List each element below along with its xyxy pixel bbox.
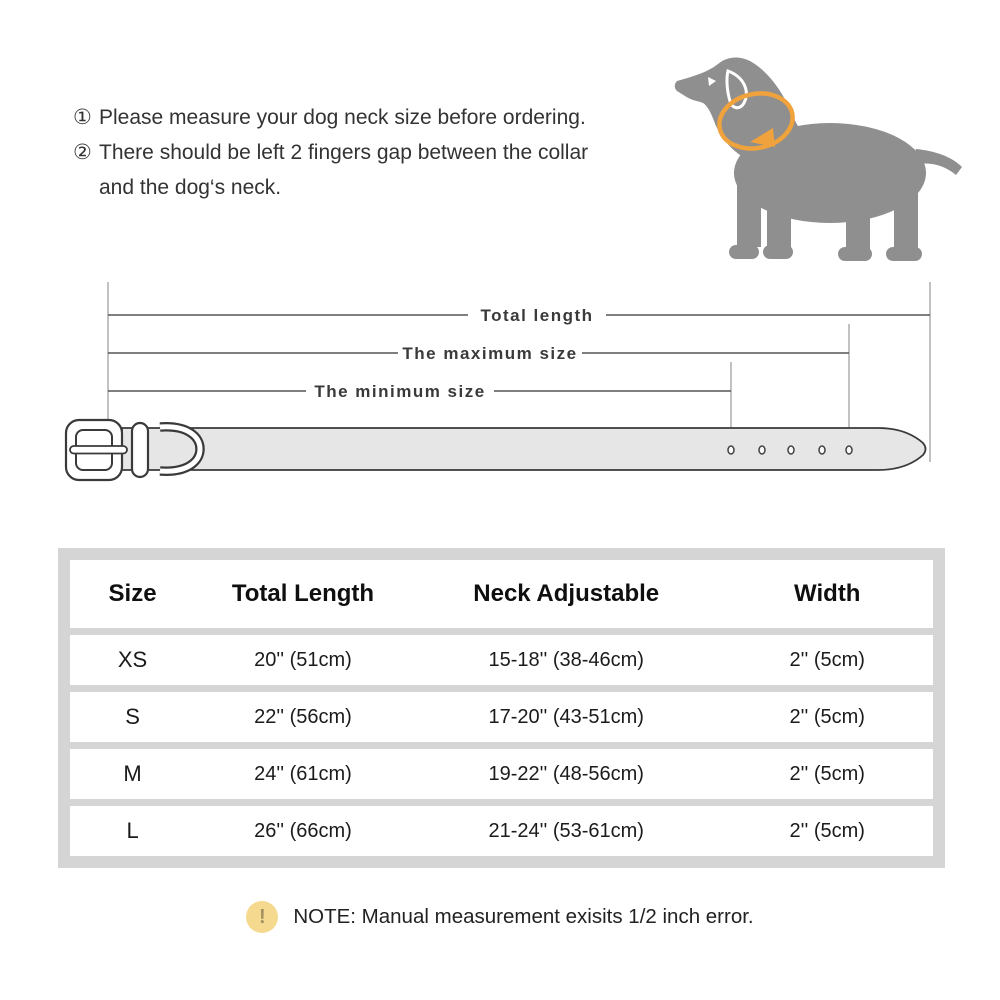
- collar-measurement-diagram: [0, 278, 1000, 508]
- table-row-xs: [70, 635, 933, 685]
- size-value: M: [123, 761, 142, 786]
- size-value: S: [125, 704, 140, 729]
- instruction-text-1: Please measure your dog neck size before ordering.: [99, 106, 586, 129]
- total-length-value: 20'' (51cm): [254, 648, 352, 671]
- instruction-item-1: [73, 100, 633, 135]
- column-header-total: Total Length: [231, 580, 375, 607]
- total-length-value: 22'' (56cm): [254, 705, 352, 728]
- width-value: 2'' (5cm): [789, 705, 865, 728]
- size-chart-table: [58, 548, 945, 868]
- dog-illustration: [640, 45, 970, 290]
- column-header-width: Width: [794, 580, 861, 607]
- table-header-row: [70, 560, 933, 628]
- exclamation-icon: !: [246, 901, 278, 933]
- note-text: NOTE: Manual measurement exisits 1/2 inch error.: [293, 905, 754, 928]
- column-header-neck: Neck Adjustable: [473, 580, 660, 607]
- instruction-text-2: There should be left 2 fingers gap between the collar and the dog‘s neck.: [99, 141, 589, 199]
- width-value: 2'' (5cm): [789, 762, 865, 785]
- table-row-s: [70, 692, 933, 742]
- neck-adjustable-value: 15-18'' (38-46cm): [488, 648, 644, 671]
- collar-keeper: [132, 423, 148, 477]
- total-length-value: 24'' (61cm): [254, 762, 352, 785]
- circled-one-marker: ①: [73, 106, 92, 129]
- total-length-label: Total length: [480, 306, 594, 325]
- size-value: L: [126, 818, 139, 843]
- dog-silhouette: [675, 57, 962, 261]
- width-value: 2'' (5cm): [789, 648, 865, 671]
- collar-buckle: [66, 420, 127, 480]
- neck-adjustable-value: 19-22'' (48-56cm): [488, 762, 644, 785]
- circled-two-marker: ②: [73, 141, 92, 164]
- size-value: XS: [117, 647, 148, 672]
- collar-strap: [122, 428, 926, 470]
- table-row-m: [70, 749, 933, 799]
- minimum-size-label: The minimum size: [314, 382, 486, 401]
- width-value: 2'' (5cm): [789, 819, 865, 842]
- measurement-note: [0, 901, 1000, 933]
- instructions-block: [73, 100, 633, 205]
- buckle-prong: [70, 446, 127, 454]
- table-row-l: [70, 806, 933, 856]
- column-header-size: Size: [108, 580, 157, 607]
- instruction-item-2: [73, 135, 633, 205]
- neck-adjustable-value: 17-20'' (43-51cm): [488, 705, 644, 728]
- maximum-size-label: The maximum size: [402, 344, 578, 363]
- total-length-value: 26'' (66cm): [254, 819, 352, 842]
- neck-adjustable-value: 21-24'' (53-61cm): [488, 819, 644, 842]
